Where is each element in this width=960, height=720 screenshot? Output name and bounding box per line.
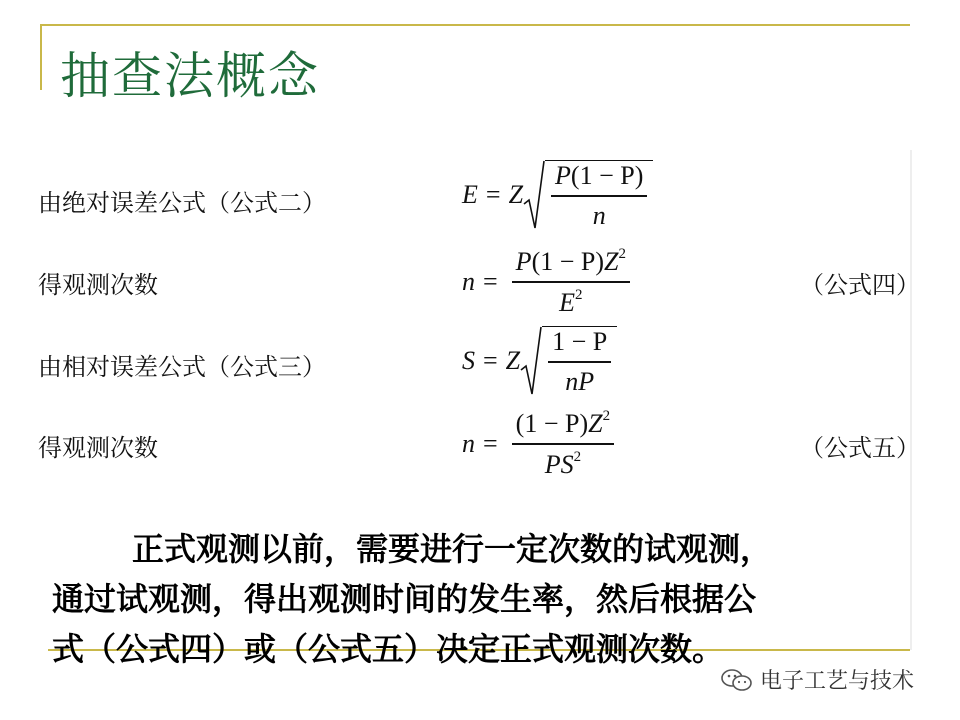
fraction: $\frac{(1 - P)Z^2}{PS^2}$	[506, 408, 620, 480]
paragraph-line-1: 正式观测以前，需要进行一定次数的试观测，	[132, 530, 773, 568]
slide-title: 抽查法概念	[60, 47, 320, 105]
formula-eq: =	[483, 346, 498, 376]
formula-relative-error	[462, 326, 617, 397]
formula-lhs: n	[462, 428, 475, 458]
formula-lhs: S	[462, 346, 475, 376]
formula-observation-count-4	[462, 246, 636, 318]
frame-top-line	[40, 24, 910, 26]
formula-tag-4: （公式四）	[800, 271, 920, 299]
sqrt-expression	[523, 160, 653, 231]
row-label-3: 由相对误差公式（公式三）	[38, 353, 326, 381]
watermark-text: 电子工艺与技术	[760, 669, 915, 694]
formula-eq: =	[483, 266, 498, 296]
formula-eq: =	[483, 428, 498, 458]
frame-right-line	[910, 150, 912, 650]
wechat-icon	[720, 667, 754, 693]
watermark	[720, 664, 914, 695]
fraction: $\frac{1 - P}{nP}$	[542, 327, 617, 397]
formula-lhs: n	[462, 266, 475, 296]
paragraph-line-2: 通过试观测，得出观测时间的发生率，然后根据公	[52, 580, 757, 618]
sqrt-expression	[520, 326, 617, 397]
formula-coef: Z	[508, 180, 524, 210]
paragraph-line-3: 式（公式四）或（公式五）决定正式观测次数。	[52, 630, 725, 668]
formula-coef: Z	[505, 346, 521, 376]
row-label-4: 得观测次数	[38, 434, 158, 462]
row-label-1: 由绝对误差公式（公式二）	[38, 189, 326, 217]
fraction: $\frac{P(1 - P)Z^2}{E^2}$	[506, 246, 636, 318]
formula-lhs: E	[462, 180, 478, 210]
formula-absolute-error	[462, 160, 653, 231]
formula-eq: =	[485, 180, 501, 210]
formula-observation-count-5	[462, 408, 620, 480]
formula-tag-5: （公式五）	[800, 434, 920, 462]
row-label-2: 得观测次数	[38, 271, 158, 299]
sqrt-icon	[523, 160, 545, 230]
explanation-paragraph	[52, 524, 892, 674]
frame-left-line	[40, 24, 42, 90]
fraction: $\frac{P(1 - P)}{n}$	[545, 161, 653, 231]
sqrt-icon	[520, 326, 542, 396]
